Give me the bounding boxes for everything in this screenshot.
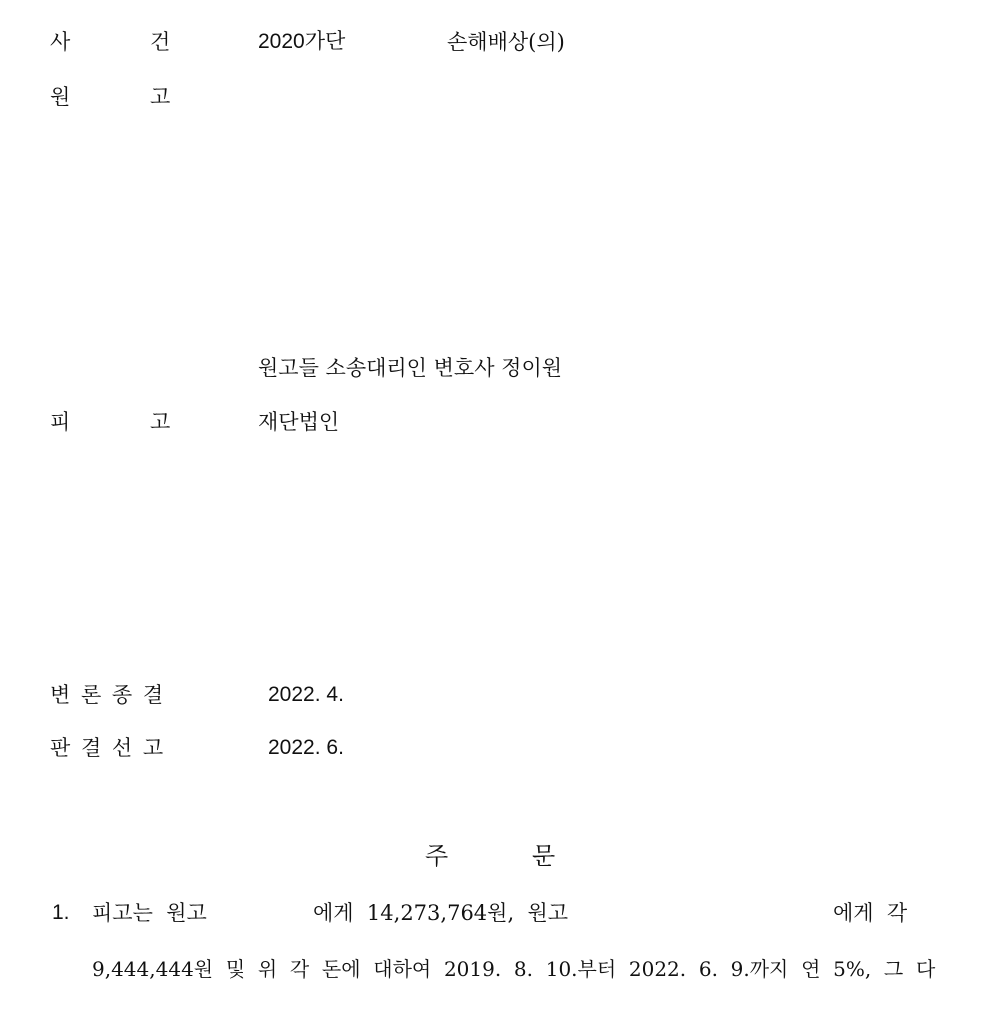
- defendant-label-1: 피: [50, 410, 71, 434]
- case-label-1: 사: [50, 30, 71, 54]
- judgment-date: 2022. 6.: [268, 736, 344, 759]
- order-heading-1: 주: [425, 842, 449, 870]
- defendant-name: 재단법인: [258, 410, 340, 434]
- judgment-date-label: 판 결 선 고: [50, 736, 166, 760]
- plaintiff-label-1: 원: [50, 85, 71, 109]
- hearing-end-label: 변 론 종 결: [50, 683, 166, 707]
- order-item1-line2: 9,444,444원 및 위 각 돈에 대하여 2019. 8. 10.부터 2022. 6. 9.까지 연 5%, 그 다: [92, 957, 936, 981]
- order-item1-part-b: 에게 14,273,764원, 원고: [313, 901, 569, 925]
- order-item1-part-a: 피고는 원고: [92, 901, 207, 925]
- case-title: 손해배상(의): [447, 30, 565, 54]
- case-label-2: 건: [150, 30, 171, 54]
- hearing-end-date: 2022. 4.: [268, 683, 344, 706]
- case-number: 2020가단: [258, 30, 346, 53]
- order-item1-part-c: 에게 각: [833, 901, 908, 925]
- order-heading-2: 문: [532, 842, 556, 870]
- order-item1-number: 1.: [52, 901, 70, 924]
- plaintiff-label-2: 고: [150, 85, 171, 109]
- plaintiff-counsel: 원고들 소송대리인 변호사 정이원: [258, 356, 563, 380]
- defendant-label-2: 고: [150, 410, 171, 434]
